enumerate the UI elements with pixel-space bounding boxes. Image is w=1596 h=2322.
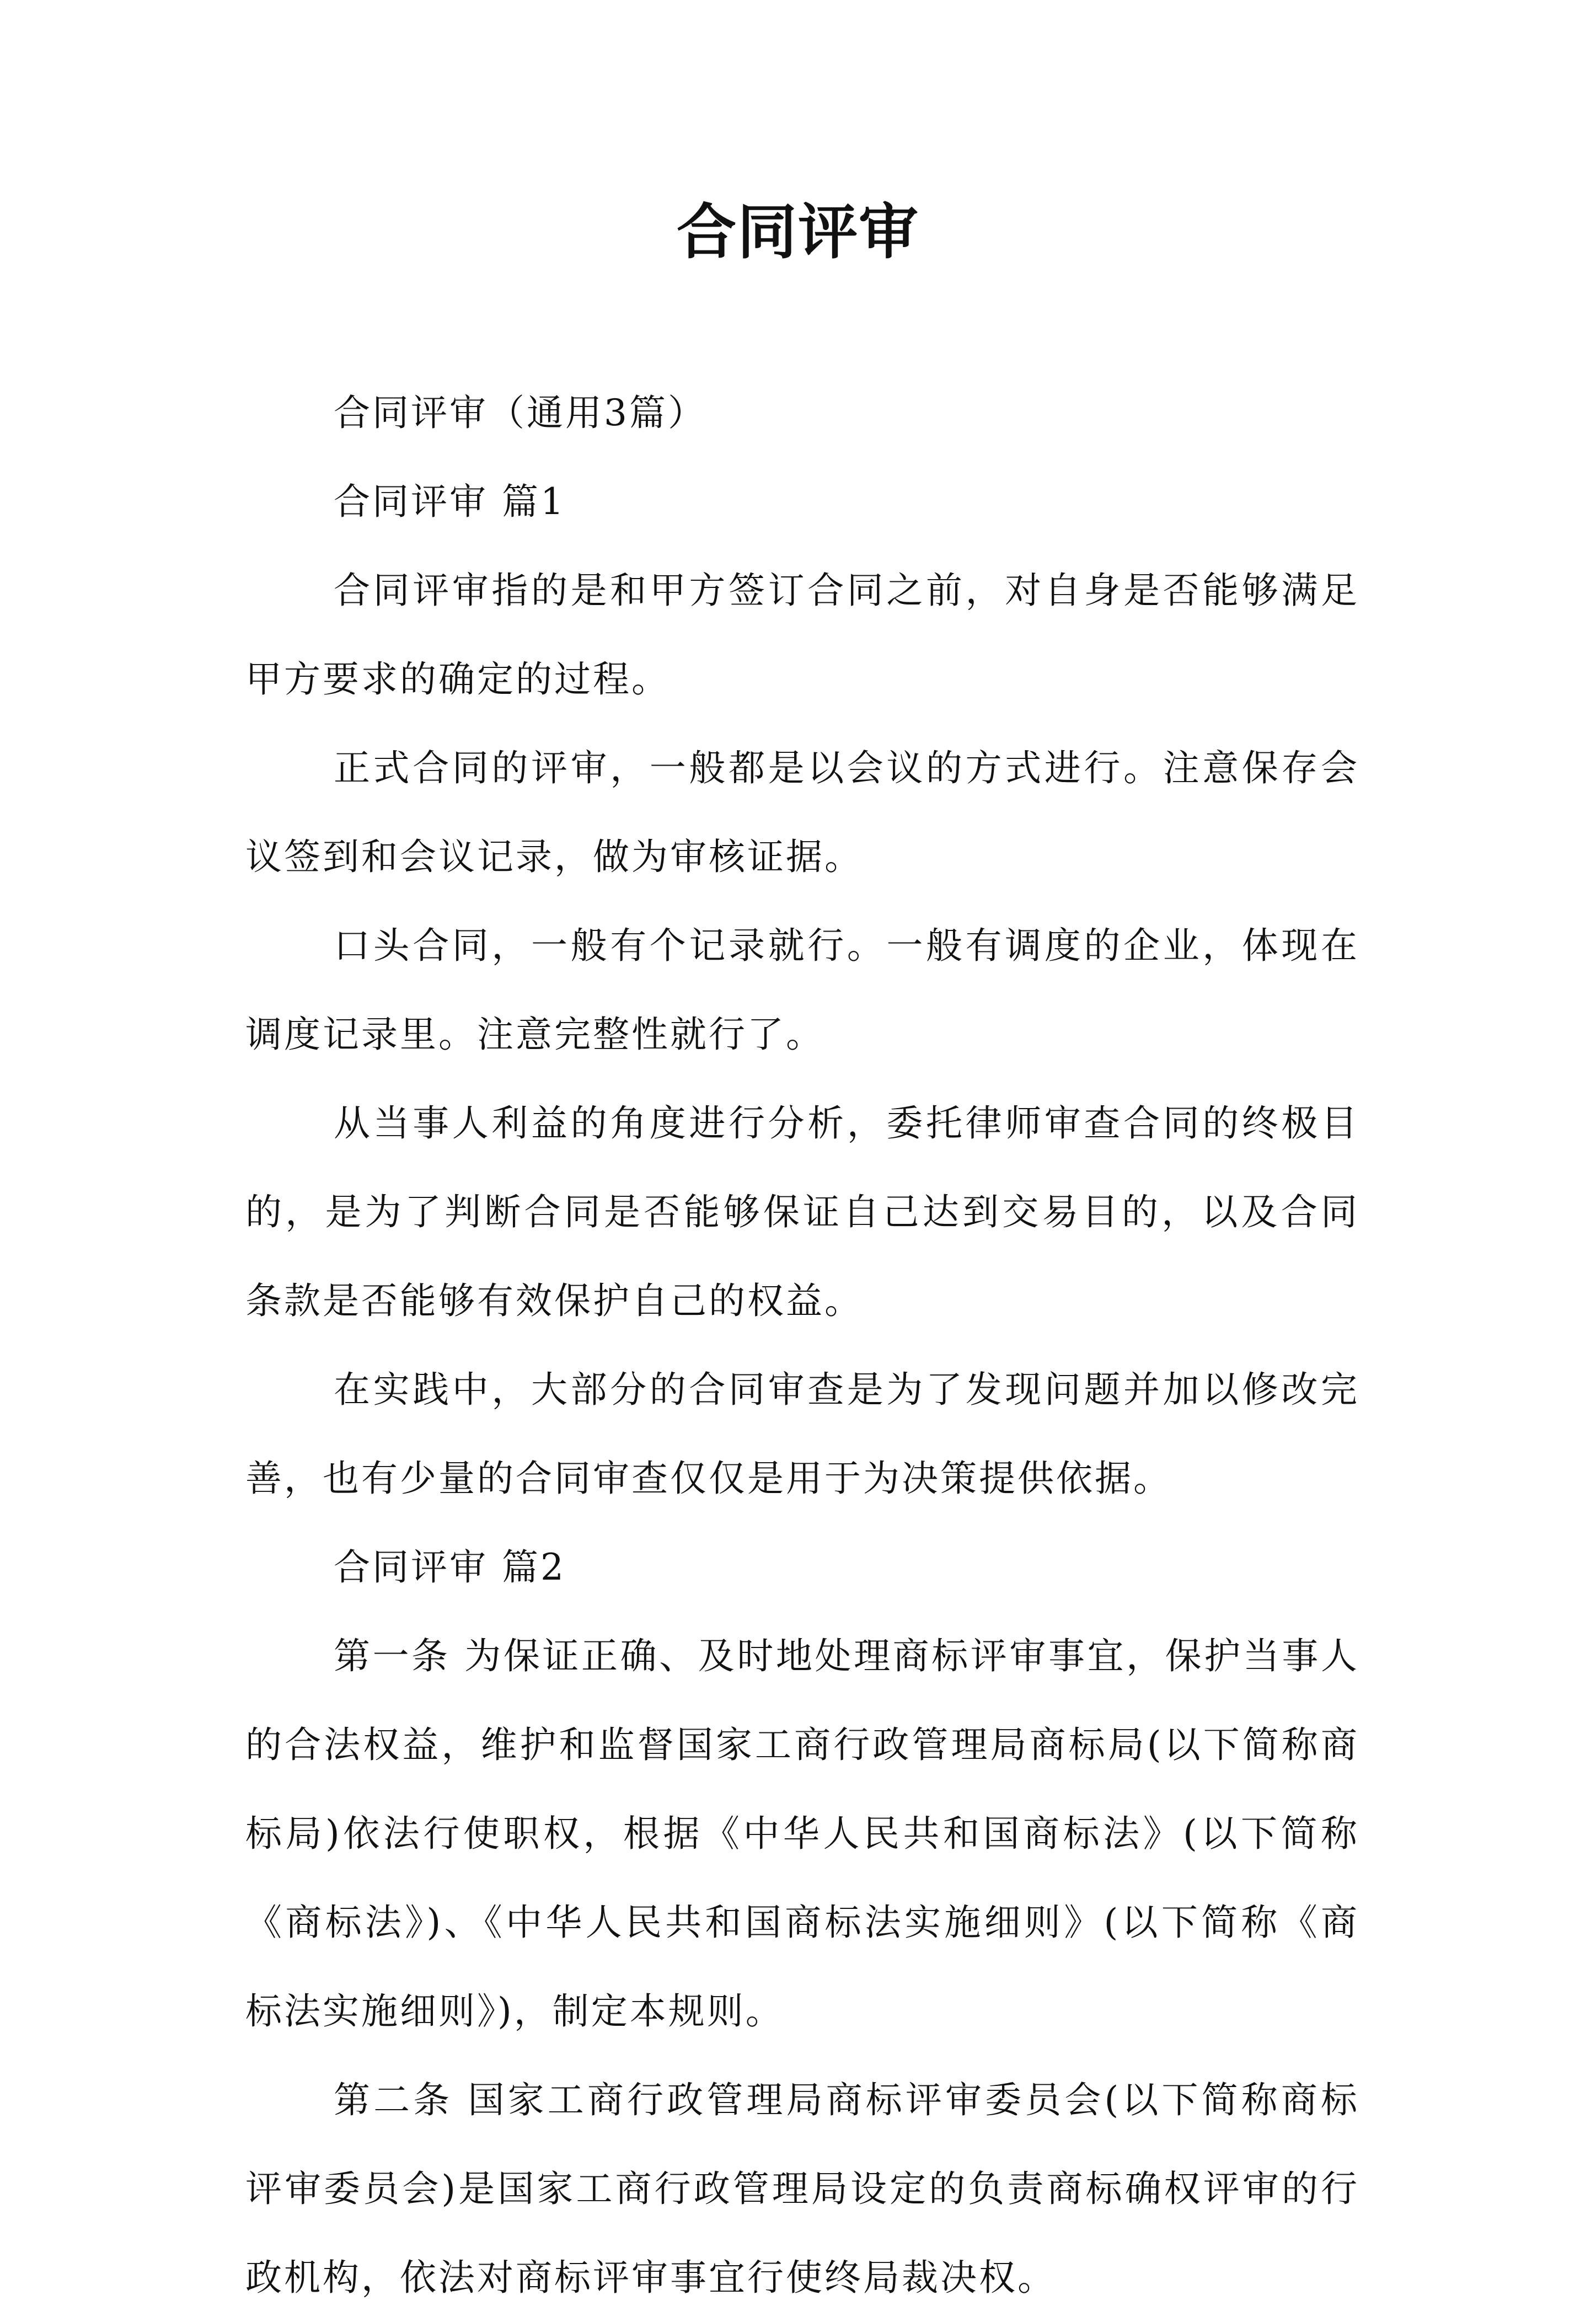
paragraph: 合同评审指的是和甲方签订合同之前，对自身是否能够满足甲方要求的确定的过程。 <box>245 569 1359 700</box>
document-body <box>245 368 1359 2322</box>
paragraph: 正式合同的评审，一般都是以会议的方式进行。注意保存会议签到和会议记录，做为审核证据。 <box>245 747 1359 878</box>
paragraph: 从当事人利益的角度进行分析，委托律师审查合同的终极目的，是为了判断合同是否能够保证自己达到交易目的，以及合同条款是否能够有效保护自己的权益。 <box>245 1102 1359 1322</box>
document-title: 合同评审 <box>676 198 919 267</box>
article-1: 第一条 为保证正确、及时地处理商标评审事宜，保护当事人的合法权益，维护和监督国家工商行政管理局商标局(以下简称商标局)依法行使职权，根据《中华人民共和国商标法》(以下简称《商标法》)、《中华人民共和国商标法实施细则》(以下简称《商标法实施细则》)，制定本规则。 <box>245 1635 1359 2032</box>
section-heading-1: 合同评审 篇1 <box>334 480 566 523</box>
section-heading-2: 合同评审 篇2 <box>334 1546 566 1588</box>
paragraph: 口头合同，一般有个记录就行。一般有调度的企业，体现在调度记录里。注意完整性就行了。 <box>245 924 1359 1056</box>
paragraph: 在实践中，大部分的合同审查是为了发现问题并加以修改完善，也有少量的合同审查仅仅是用于为决策提供依据。 <box>245 1368 1359 1500</box>
collection-heading: 合同评审（通用3篇） <box>334 392 706 434</box>
article-2: 第二条 国家工商行政管理局商标评审委员会(以下简称商标评审委员会)是国家工商行政管理局设定的负责商标确权评审的行政机构，依法对商标评审事宜行使终局裁决权。 <box>245 2079 1359 2299</box>
